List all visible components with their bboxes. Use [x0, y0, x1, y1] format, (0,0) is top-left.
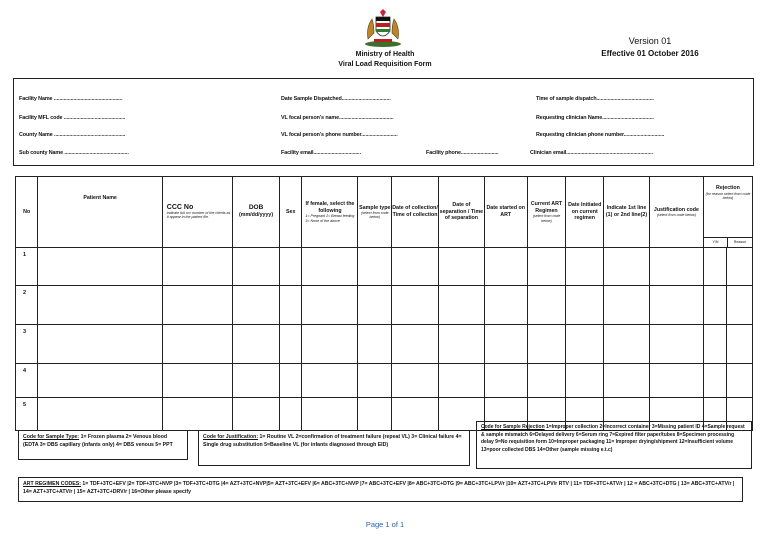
- county-name-field[interactable]: County Name ...................................................: [19, 132, 126, 138]
- col-patient-name: Patient Name: [38, 177, 162, 248]
- cell[interactable]: [233, 325, 280, 364]
- col-female: [302, 177, 358, 248]
- dob-label: DOB: [248, 204, 264, 212]
- cell[interactable]: [279, 398, 301, 431]
- date-dispatched-field[interactable]: Date Sample Dispatched...................................: [281, 96, 391, 102]
- justification-label: Justification code: [653, 206, 699, 213]
- cell[interactable]: [649, 325, 703, 364]
- subcounty-name-field[interactable]: Sub county Name ..............................................: [19, 150, 129, 156]
- col-sample-type: [358, 177, 392, 248]
- current-regimen-note: (select from code below): [532, 214, 561, 223]
- col-date-initiated: Date Initiated on current regimen: [566, 177, 604, 248]
- cell[interactable]: [527, 286, 566, 325]
- col-current-regimen: [527, 177, 566, 248]
- col-date-separation: Date of separation / Time of separation: [438, 177, 484, 248]
- table-row: [16, 325, 753, 364]
- sample-type-label: Sample type: [359, 204, 391, 211]
- cell[interactable]: [38, 248, 162, 286]
- sample-type-codes-box: [18, 430, 188, 460]
- vl-focal-name-field[interactable]: VL focal person's name.......................................: [281, 115, 394, 121]
- rejection-label: Rejection: [716, 185, 740, 191]
- cell[interactable]: [649, 286, 703, 325]
- cell[interactable]: [438, 248, 484, 286]
- cell[interactable]: [484, 325, 527, 364]
- cell[interactable]: [162, 286, 232, 325]
- rejection-subheader: [704, 237, 752, 247]
- cell[interactable]: [38, 325, 162, 364]
- col-indicate-line: Indicate 1st line (1) or 2nd line(2): [604, 177, 650, 248]
- cell[interactable]: [358, 325, 392, 364]
- cell[interactable]: [703, 364, 726, 398]
- cell[interactable]: [703, 286, 726, 325]
- cell[interactable]: [302, 325, 358, 364]
- vl-focal-phone-field[interactable]: VL focal person's phone number..........................: [281, 132, 398, 138]
- req-clinician-name-field[interactable]: Requesting clinician Name.....................................: [536, 115, 654, 121]
- facility-name-field[interactable]: Facility Name .................................................: [19, 96, 123, 102]
- col-justification: [649, 177, 703, 248]
- art-code-label: ART REGIMEN CODES:: [23, 481, 81, 487]
- rejection-note: (for reason select from code below): [705, 191, 751, 200]
- cell[interactable]: [233, 248, 280, 286]
- rej-yn-label: Y/N: [704, 238, 728, 247]
- version-label: Version 01: [628, 36, 672, 46]
- cell[interactable]: [727, 325, 753, 364]
- row-number: 5: [16, 398, 38, 431]
- cell[interactable]: [392, 248, 439, 286]
- cell[interactable]: [566, 286, 604, 325]
- justification-codes-box: [198, 430, 470, 466]
- cell[interactable]: [162, 248, 232, 286]
- cell[interactable]: [438, 325, 484, 364]
- row-number: 4: [16, 364, 38, 398]
- effective-date: Effective 01 October 2016: [601, 49, 699, 58]
- col-date-collection: Date of collection/ Time of collection: [392, 177, 439, 248]
- cell[interactable]: [604, 286, 650, 325]
- cell[interactable]: [392, 364, 439, 398]
- cell[interactable]: [392, 325, 439, 364]
- cell[interactable]: [279, 248, 301, 286]
- col-date-started: Date started on ART: [484, 177, 527, 248]
- rej-reason-label: Reason: [733, 240, 747, 244]
- cell[interactable]: [438, 286, 484, 325]
- dob-format: (mm/dd/yyyy): [238, 212, 274, 218]
- cell[interactable]: [358, 398, 392, 431]
- cell[interactable]: [703, 248, 726, 286]
- cell[interactable]: [302, 364, 358, 398]
- art-code-text: 1= TDF+3TC+EFV |2= TDF+3TC+NVP |3= TDF+3TC+DTG |4= AZT+3TC+NVP|5= AZT+3TC+EFV |6= ABC+3TC+NVP |7= ABC+3TC+EFV |8= ABC+3TC+DTG |9= ABC+3TC+LPV/r |10= AZT+3TC+LPV/r RTV | 11= TDF+3TC+ATV/r | 12 = ABC+3TC+DTG | 13= ABC+3TC+ATV/r | 14= AZT+3TC+ATV/r | 15= AZT+3TC+DRV/r | 16=Other please specify: [23, 481, 735, 496]
- sample-type-note: (select from code below): [361, 211, 389, 220]
- coat-of-arms-logo: [360, 9, 406, 49]
- facility-phone-field[interactable]: Facility phone...........................: [426, 150, 499, 156]
- cell[interactable]: [484, 286, 527, 325]
- cell[interactable]: [38, 364, 162, 398]
- col-ccc-no: [162, 177, 232, 248]
- row-number: 2: [16, 286, 38, 325]
- cell[interactable]: [527, 325, 566, 364]
- female-label: If female, select the following: [305, 201, 355, 214]
- cell[interactable]: [392, 398, 439, 431]
- page-number: Page 1 of 1: [365, 520, 405, 529]
- cell[interactable]: [38, 398, 162, 431]
- form-title: Viral Load Requisition Form: [338, 61, 432, 68]
- cell[interactable]: [649, 248, 703, 286]
- time-dispatch-field[interactable]: Time of sample dispatch.........................................: [536, 96, 654, 102]
- female-note: 1= Pregnant 2= Breast feeding 3= None of the above: [305, 214, 355, 223]
- cell[interactable]: [727, 248, 753, 286]
- cell[interactable]: [302, 286, 358, 325]
- row-number: 1: [16, 248, 38, 286]
- cell[interactable]: [279, 286, 301, 325]
- table-row: [16, 248, 753, 286]
- rejection-code-label: Code for Sample Rejection: [481, 424, 545, 430]
- cell[interactable]: [527, 364, 566, 398]
- cell[interactable]: [727, 286, 753, 325]
- cell[interactable]: [566, 248, 604, 286]
- col-no: No: [16, 177, 38, 248]
- col-sex: Sex: [279, 177, 301, 248]
- cell[interactable]: [233, 286, 280, 325]
- justification-code-text: 1= Routine VL 2=confirmation of treatment failure (repeat VL) 3= Clinical failure 4= Single drug substitution 5=Baseline VL (for infants diagnosed through EID): [203, 434, 462, 449]
- req-clinician-phone-field[interactable]: Requesting clinician phone number.............................: [536, 132, 665, 138]
- cell[interactable]: [279, 364, 301, 398]
- cell[interactable]: [358, 286, 392, 325]
- cell[interactable]: [438, 364, 484, 398]
- justification-note: (select from code below): [656, 213, 696, 218]
- ccc-no-label: CCC No: [166, 203, 194, 211]
- cell[interactable]: [604, 325, 650, 364]
- rejection-codes-box: [476, 421, 752, 469]
- sample-type-code-label: Code for Sample Type:: [23, 434, 80, 440]
- cell[interactable]: [162, 325, 232, 364]
- cell[interactable]: [38, 286, 162, 325]
- cell[interactable]: [358, 248, 392, 286]
- facility-mfl-field[interactable]: Facility MFL code ............................................: [19, 115, 126, 121]
- justification-code-label: Code for Justification:: [203, 434, 259, 440]
- cell[interactable]: [649, 364, 703, 398]
- cell[interactable]: [279, 325, 301, 364]
- cell[interactable]: [302, 398, 358, 431]
- cell[interactable]: [233, 398, 280, 431]
- cell[interactable]: [162, 364, 232, 398]
- cell[interactable]: [302, 248, 358, 286]
- cell[interactable]: [358, 364, 392, 398]
- table-row: [16, 364, 753, 398]
- cell[interactable]: [233, 364, 280, 398]
- cell[interactable]: [703, 325, 726, 364]
- cell[interactable]: [566, 325, 604, 364]
- table-row: [16, 286, 753, 325]
- sample-type-code-text: 1= Frozen plasma 2= Venous blood (EDTA 3= DBS capillary (infants only) 4= DBS venous 5= PPT: [23, 434, 173, 449]
- facility-info-box: [13, 78, 754, 166]
- cell[interactable]: [484, 364, 527, 398]
- cell[interactable]: [392, 286, 439, 325]
- col-rejection: [703, 177, 752, 248]
- art-regimen-codes-box: [18, 477, 743, 502]
- row-number: 3: [16, 325, 38, 364]
- cell[interactable]: [484, 248, 527, 286]
- cell[interactable]: [727, 364, 753, 398]
- ccc-note: indicate full ccc number of the clients as it appear in the patient file.: [166, 211, 231, 220]
- rejection-code-text: 1=Improper collection 2=Incorrect container 3=Missing patient ID 4=Sample request & sample mismatch 6=Delayed delivery 6=Serum ring 7=Expired filter paper/tubes 8=Specimen processing delay 9=No requisition form 10=Improper packaging 11= Improper drying/shipment 12=Insufficient volume 13=poor collected DBS 14=Other (sample missing e.t.c): [481, 424, 745, 453]
- cell[interactable]: [527, 248, 566, 286]
- ministry-title: Ministry of Health: [355, 51, 415, 58]
- facility-email-field[interactable]: Facility email..................................: [281, 150, 361, 156]
- cell[interactable]: [566, 364, 604, 398]
- current-regimen-label: Current ART Regimen: [530, 201, 563, 214]
- cell[interactable]: [604, 364, 650, 398]
- clinician-email-field[interactable]: Clinician email..............................................................: [530, 150, 653, 156]
- cell[interactable]: [604, 248, 650, 286]
- cell[interactable]: [162, 398, 232, 431]
- requisition-table: [15, 176, 753, 431]
- col-dob: [233, 177, 280, 248]
